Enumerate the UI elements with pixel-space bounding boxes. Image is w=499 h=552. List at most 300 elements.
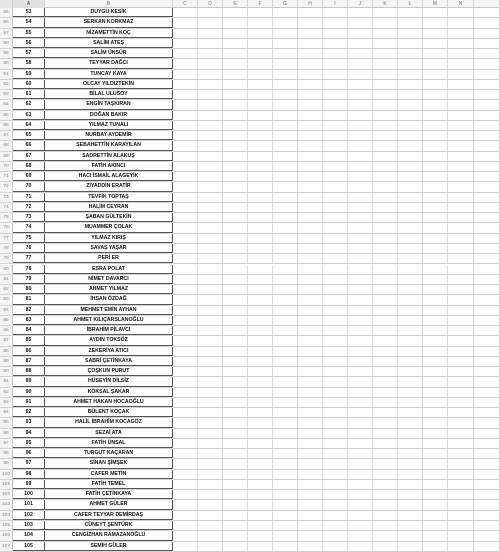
empty-cell[interactable]: [448, 100, 474, 109]
cell-full-name[interactable]: AHMET YILMAZ: [45, 285, 173, 294]
empty-cell[interactable]: [298, 234, 323, 243]
empty-cell[interactable]: [273, 29, 298, 38]
empty-cell[interactable]: [273, 459, 298, 468]
empty-cell[interactable]: [373, 449, 398, 458]
empty-cell[interactable]: [248, 449, 273, 458]
empty-cell[interactable]: [273, 18, 298, 27]
empty-cell[interactable]: [398, 439, 423, 448]
empty-cell[interactable]: [323, 480, 348, 489]
cell-sequence-number[interactable]: 77: [13, 254, 45, 263]
empty-cell[interactable]: [448, 357, 474, 366]
empty-cell[interactable]: [298, 418, 323, 427]
empty-cell[interactable]: [173, 182, 198, 191]
empty-cell[interactable]: [273, 100, 298, 109]
empty-cell[interactable]: [398, 398, 423, 407]
empty-cell[interactable]: [173, 29, 198, 38]
empty-cell[interactable]: [348, 18, 373, 27]
empty-cell[interactable]: [223, 449, 248, 458]
row-header[interactable]: 78: [0, 244, 13, 253]
cell-full-name[interactable]: FATİH ÇETİNKAYA: [45, 490, 173, 499]
cell-sequence-number[interactable]: 61: [13, 90, 45, 99]
empty-cell[interactable]: [248, 131, 273, 140]
empty-cell[interactable]: [373, 90, 398, 99]
empty-cell[interactable]: [398, 306, 423, 315]
empty-cell[interactable]: [323, 265, 348, 274]
empty-cell[interactable]: [173, 234, 198, 243]
empty-cell[interactable]: [248, 152, 273, 161]
empty-cell[interactable]: [373, 111, 398, 120]
empty-cell[interactable]: [323, 111, 348, 120]
empty-cell[interactable]: [223, 193, 248, 202]
cell-sequence-number[interactable]: 53: [13, 8, 45, 17]
empty-cell[interactable]: [223, 347, 248, 356]
cell-full-name[interactable]: BİLAL ULUSOY: [45, 90, 173, 99]
empty-cell[interactable]: [348, 500, 373, 509]
empty-cell[interactable]: [198, 244, 223, 253]
empty-cell[interactable]: [448, 542, 474, 551]
cell-sequence-number[interactable]: 104: [13, 531, 45, 540]
empty-cell[interactable]: [348, 254, 373, 263]
empty-cell[interactable]: [248, 100, 273, 109]
empty-cell[interactable]: [348, 470, 373, 479]
cell-full-name[interactable]: AHMET GÜLER: [45, 500, 173, 509]
column-header-h[interactable]: H: [298, 0, 323, 8]
empty-cell[interactable]: [223, 285, 248, 294]
empty-cell[interactable]: [423, 162, 448, 171]
row-header[interactable]: 97: [0, 439, 13, 448]
empty-cell[interactable]: [298, 511, 323, 520]
empty-cell[interactable]: [198, 429, 223, 438]
cell-full-name[interactable]: SALİM ATEŞ: [45, 39, 173, 48]
empty-cell[interactable]: [173, 213, 198, 222]
empty-cell[interactable]: [423, 121, 448, 130]
empty-cell[interactable]: [448, 511, 474, 520]
empty-cell[interactable]: [398, 326, 423, 335]
empty-cell[interactable]: [373, 408, 398, 417]
cell-full-name[interactable]: KÖKSAL ŞAKAR: [45, 388, 173, 397]
empty-cell[interactable]: [198, 141, 223, 150]
empty-cell[interactable]: [373, 531, 398, 540]
empty-cell[interactable]: [298, 90, 323, 99]
empty-cell[interactable]: [373, 141, 398, 150]
empty-cell[interactable]: [348, 121, 373, 130]
empty-cell[interactable]: [198, 29, 223, 38]
empty-cell[interactable]: [223, 121, 248, 130]
cell-full-name[interactable]: ESRA POLAT: [45, 265, 173, 274]
row-header[interactable]: 104: [0, 511, 13, 520]
row-header[interactable]: 80: [0, 265, 13, 274]
row-header[interactable]: 55: [0, 8, 13, 17]
empty-cell[interactable]: [423, 542, 448, 551]
empty-cell[interactable]: [173, 459, 198, 468]
empty-cell[interactable]: [423, 223, 448, 232]
cell-full-name[interactable]: SADRETTİN ALAKUŞ: [45, 152, 173, 161]
empty-cell[interactable]: [398, 459, 423, 468]
row-header[interactable]: 81: [0, 275, 13, 284]
empty-cell[interactable]: [398, 295, 423, 304]
empty-cell[interactable]: [223, 203, 248, 212]
empty-cell[interactable]: [173, 388, 198, 397]
empty-cell[interactable]: [223, 500, 248, 509]
column-header-b[interactable]: B: [45, 0, 173, 8]
empty-cell[interactable]: [423, 357, 448, 366]
empty-cell[interactable]: [373, 418, 398, 427]
empty-cell[interactable]: [223, 100, 248, 109]
empty-cell[interactable]: [398, 347, 423, 356]
empty-cell[interactable]: [173, 480, 198, 489]
empty-cell[interactable]: [323, 141, 348, 150]
empty-cell[interactable]: [223, 223, 248, 232]
cell-full-name[interactable]: CAFER METİN: [45, 470, 173, 479]
cell-full-name[interactable]: HÜSEYİN DİLSİZ: [45, 377, 173, 386]
cell-full-name[interactable]: DUYGU KESİK: [45, 8, 173, 17]
empty-cell[interactable]: [198, 49, 223, 58]
row-header[interactable]: 96: [0, 429, 13, 438]
cell-sequence-number[interactable]: 78: [13, 265, 45, 274]
empty-cell[interactable]: [373, 162, 398, 171]
cell-full-name[interactable]: NİZAMETTİN KOÇ: [45, 29, 173, 38]
empty-cell[interactable]: [448, 8, 474, 17]
empty-cell[interactable]: [248, 182, 273, 191]
empty-cell[interactable]: [273, 121, 298, 130]
row-header[interactable]: 67: [0, 131, 13, 140]
empty-cell[interactable]: [173, 80, 198, 89]
empty-cell[interactable]: [323, 316, 348, 325]
empty-cell[interactable]: [298, 193, 323, 202]
empty-cell[interactable]: [348, 459, 373, 468]
empty-cell[interactable]: [348, 521, 373, 530]
empty-cell[interactable]: [348, 162, 373, 171]
empty-cell[interactable]: [348, 490, 373, 499]
cell-sequence-number[interactable]: 66: [13, 141, 45, 150]
empty-cell[interactable]: [423, 29, 448, 38]
row-header[interactable]: 70: [0, 162, 13, 171]
empty-cell[interactable]: [173, 336, 198, 345]
empty-cell[interactable]: [198, 326, 223, 335]
empty-cell[interactable]: [173, 131, 198, 140]
empty-cell[interactable]: [448, 203, 474, 212]
cell-full-name[interactable]: HALİM CEYRAN: [45, 203, 173, 212]
empty-cell[interactable]: [223, 511, 248, 520]
row-header[interactable]: 83: [0, 295, 13, 304]
empty-cell[interactable]: [298, 429, 323, 438]
empty-cell[interactable]: [423, 326, 448, 335]
empty-cell[interactable]: [448, 418, 474, 427]
empty-cell[interactable]: [173, 100, 198, 109]
empty-cell[interactable]: [198, 234, 223, 243]
cell-sequence-number[interactable]: 62: [13, 100, 45, 109]
empty-cell[interactable]: [373, 234, 398, 243]
empty-cell[interactable]: [348, 111, 373, 120]
cell-full-name[interactable]: HACI İSMAİL ALAGEYİK: [45, 172, 173, 181]
empty-cell[interactable]: [398, 449, 423, 458]
empty-cell[interactable]: [448, 439, 474, 448]
cell-sequence-number[interactable]: 55: [13, 29, 45, 38]
empty-cell[interactable]: [223, 254, 248, 263]
row-header[interactable]: 63: [0, 90, 13, 99]
empty-cell[interactable]: [448, 213, 474, 222]
column-header-e[interactable]: E: [223, 0, 248, 8]
empty-cell[interactable]: [198, 213, 223, 222]
empty-cell[interactable]: [298, 367, 323, 376]
empty-cell[interactable]: [398, 367, 423, 376]
empty-cell[interactable]: [323, 388, 348, 397]
empty-cell[interactable]: [373, 18, 398, 27]
empty-cell[interactable]: [448, 162, 474, 171]
empty-cell[interactable]: [173, 111, 198, 120]
empty-cell[interactable]: [223, 111, 248, 120]
empty-cell[interactable]: [323, 449, 348, 458]
empty-cell[interactable]: [273, 131, 298, 140]
empty-cell[interactable]: [198, 203, 223, 212]
empty-cell[interactable]: [323, 90, 348, 99]
empty-cell[interactable]: [298, 347, 323, 356]
empty-cell[interactable]: [298, 295, 323, 304]
empty-cell[interactable]: [223, 213, 248, 222]
empty-cell[interactable]: [223, 29, 248, 38]
empty-cell[interactable]: [373, 39, 398, 48]
empty-cell[interactable]: [173, 193, 198, 202]
empty-cell[interactable]: [273, 398, 298, 407]
empty-cell[interactable]: [298, 121, 323, 130]
empty-cell[interactable]: [298, 70, 323, 79]
select-all-corner[interactable]: [0, 0, 13, 8]
empty-cell[interactable]: [323, 172, 348, 181]
cell-full-name[interactable]: MEHMET EMİN AYHAN: [45, 306, 173, 315]
empty-cell[interactable]: [273, 500, 298, 509]
empty-cell[interactable]: [198, 100, 223, 109]
empty-cell[interactable]: [398, 490, 423, 499]
empty-cell[interactable]: [423, 418, 448, 427]
row-header[interactable]: 91: [0, 377, 13, 386]
empty-cell[interactable]: [423, 111, 448, 120]
empty-cell[interactable]: [173, 90, 198, 99]
empty-cell[interactable]: [223, 275, 248, 284]
empty-cell[interactable]: [423, 295, 448, 304]
empty-cell[interactable]: [448, 275, 474, 284]
empty-cell[interactable]: [448, 152, 474, 161]
empty-cell[interactable]: [448, 223, 474, 232]
empty-cell[interactable]: [273, 193, 298, 202]
row-header[interactable]: 65: [0, 111, 13, 120]
empty-cell[interactable]: [348, 131, 373, 140]
empty-cell[interactable]: [173, 162, 198, 171]
empty-cell[interactable]: [398, 111, 423, 120]
cell-full-name[interactable]: AHMET KILIÇARSLANOĞLU: [45, 316, 173, 325]
empty-cell[interactable]: [298, 500, 323, 509]
cell-full-name[interactable]: DOĞAN BAKIR: [45, 111, 173, 120]
empty-cell[interactable]: [273, 449, 298, 458]
empty-cell[interactable]: [248, 398, 273, 407]
cell-sequence-number[interactable]: 103: [13, 521, 45, 530]
empty-cell[interactable]: [198, 408, 223, 417]
empty-cell[interactable]: [173, 408, 198, 417]
cell-full-name[interactable]: OLCAY YILDIZTEKİN: [45, 80, 173, 89]
empty-cell[interactable]: [248, 377, 273, 386]
empty-cell[interactable]: [248, 357, 273, 366]
cell-sequence-number[interactable]: 92: [13, 408, 45, 417]
empty-cell[interactable]: [323, 470, 348, 479]
empty-cell[interactable]: [323, 408, 348, 417]
empty-cell[interactable]: [398, 357, 423, 366]
empty-cell[interactable]: [198, 347, 223, 356]
empty-cell[interactable]: [398, 336, 423, 345]
empty-cell[interactable]: [198, 398, 223, 407]
empty-cell[interactable]: [398, 203, 423, 212]
row-header[interactable]: 69: [0, 152, 13, 161]
empty-cell[interactable]: [223, 182, 248, 191]
empty-cell[interactable]: [173, 141, 198, 150]
cell-full-name[interactable]: MUAMMER ÇOLAK: [45, 223, 173, 232]
cell-sequence-number[interactable]: 64: [13, 121, 45, 130]
empty-cell[interactable]: [248, 367, 273, 376]
row-header[interactable]: 73: [0, 193, 13, 202]
row-header[interactable]: 60: [0, 59, 13, 68]
empty-cell[interactable]: [298, 244, 323, 253]
empty-cell[interactable]: [248, 439, 273, 448]
empty-cell[interactable]: [198, 172, 223, 181]
empty-cell[interactable]: [198, 39, 223, 48]
cell-full-name[interactable]: SABRİ ÇETİNKAYA: [45, 357, 173, 366]
empty-cell[interactable]: [448, 377, 474, 386]
empty-cell[interactable]: [298, 336, 323, 345]
empty-cell[interactable]: [423, 100, 448, 109]
empty-cell[interactable]: [298, 172, 323, 181]
empty-cell[interactable]: [273, 306, 298, 315]
empty-cell[interactable]: [248, 172, 273, 181]
empty-cell[interactable]: [348, 59, 373, 68]
empty-cell[interactable]: [173, 244, 198, 253]
empty-cell[interactable]: [398, 90, 423, 99]
empty-cell[interactable]: [273, 254, 298, 263]
empty-cell[interactable]: [198, 295, 223, 304]
empty-cell[interactable]: [198, 275, 223, 284]
empty-cell[interactable]: [173, 285, 198, 294]
empty-cell[interactable]: [173, 223, 198, 232]
empty-cell[interactable]: [223, 388, 248, 397]
empty-cell[interactable]: [298, 254, 323, 263]
empty-cell[interactable]: [273, 8, 298, 17]
row-header[interactable]: 98: [0, 449, 13, 458]
cell-sequence-number[interactable]: 76: [13, 244, 45, 253]
empty-cell[interactable]: [198, 377, 223, 386]
cell-sequence-number[interactable]: 58: [13, 59, 45, 68]
empty-cell[interactable]: [373, 203, 398, 212]
cell-sequence-number[interactable]: 90: [13, 388, 45, 397]
column-header-a[interactable]: A: [13, 0, 45, 8]
empty-cell[interactable]: [373, 70, 398, 79]
empty-cell[interactable]: [223, 295, 248, 304]
empty-cell[interactable]: [448, 244, 474, 253]
cell-sequence-number[interactable]: 91: [13, 398, 45, 407]
empty-cell[interactable]: [298, 223, 323, 232]
row-header[interactable]: 56: [0, 18, 13, 27]
cell-sequence-number[interactable]: 83: [13, 316, 45, 325]
empty-cell[interactable]: [298, 59, 323, 68]
cell-sequence-number[interactable]: 86: [13, 347, 45, 356]
row-header[interactable]: 58: [0, 39, 13, 48]
cell-full-name[interactable]: CENGİZHAN RAMAZANOĞLU: [45, 531, 173, 540]
empty-cell[interactable]: [198, 459, 223, 468]
empty-cell[interactable]: [448, 521, 474, 530]
row-header[interactable]: 90: [0, 367, 13, 376]
empty-cell[interactable]: [173, 531, 198, 540]
cell-sequence-number[interactable]: 95: [13, 439, 45, 448]
empty-cell[interactable]: [198, 531, 223, 540]
empty-cell[interactable]: [223, 316, 248, 325]
cell-sequence-number[interactable]: 82: [13, 306, 45, 315]
empty-cell[interactable]: [248, 203, 273, 212]
row-header[interactable]: 61: [0, 70, 13, 79]
cell-full-name[interactable]: TURGUT KAÇARAN: [45, 449, 173, 458]
empty-cell[interactable]: [223, 542, 248, 551]
empty-cell[interactable]: [273, 347, 298, 356]
empty-cell[interactable]: [173, 418, 198, 427]
empty-cell[interactable]: [323, 439, 348, 448]
column-header-i[interactable]: I: [323, 0, 348, 8]
empty-cell[interactable]: [373, 521, 398, 530]
empty-cell[interactable]: [323, 377, 348, 386]
row-header[interactable]: 76: [0, 223, 13, 232]
empty-cell[interactable]: [173, 511, 198, 520]
cell-full-name[interactable]: NİMET DAVARCI: [45, 275, 173, 284]
empty-cell[interactable]: [398, 521, 423, 530]
empty-cell[interactable]: [373, 326, 398, 335]
empty-cell[interactable]: [298, 80, 323, 89]
empty-cell[interactable]: [323, 542, 348, 551]
empty-cell[interactable]: [198, 111, 223, 120]
empty-cell[interactable]: [223, 429, 248, 438]
empty-cell[interactable]: [398, 152, 423, 161]
empty-cell[interactable]: [398, 480, 423, 489]
empty-cell[interactable]: [398, 172, 423, 181]
empty-cell[interactable]: [298, 459, 323, 468]
column-header-j[interactable]: J: [348, 0, 373, 8]
empty-cell[interactable]: [398, 388, 423, 397]
row-header[interactable]: 88: [0, 347, 13, 356]
empty-cell[interactable]: [448, 480, 474, 489]
empty-cell[interactable]: [348, 203, 373, 212]
empty-cell[interactable]: [348, 429, 373, 438]
empty-cell[interactable]: [273, 244, 298, 253]
empty-cell[interactable]: [198, 367, 223, 376]
empty-cell[interactable]: [173, 254, 198, 263]
empty-cell[interactable]: [398, 49, 423, 58]
cell-full-name[interactable]: TUNCAY KAYA: [45, 70, 173, 79]
empty-cell[interactable]: [223, 336, 248, 345]
column-header-m[interactable]: M: [423, 0, 448, 8]
empty-cell[interactable]: [248, 90, 273, 99]
empty-cell[interactable]: [323, 234, 348, 243]
empty-cell[interactable]: [223, 306, 248, 315]
empty-cell[interactable]: [323, 213, 348, 222]
empty-cell[interactable]: [448, 131, 474, 140]
empty-cell[interactable]: [423, 408, 448, 417]
empty-cell[interactable]: [423, 244, 448, 253]
empty-cell[interactable]: [298, 131, 323, 140]
empty-cell[interactable]: [348, 306, 373, 315]
empty-cell[interactable]: [248, 244, 273, 253]
empty-cell[interactable]: [248, 265, 273, 274]
cell-full-name[interactable]: PERİ ER: [45, 254, 173, 263]
empty-cell[interactable]: [248, 470, 273, 479]
empty-cell[interactable]: [223, 244, 248, 253]
empty-cell[interactable]: [273, 223, 298, 232]
cell-sequence-number[interactable]: 89: [13, 377, 45, 386]
empty-cell[interactable]: [323, 18, 348, 27]
empty-cell[interactable]: [248, 347, 273, 356]
empty-cell[interactable]: [398, 141, 423, 150]
